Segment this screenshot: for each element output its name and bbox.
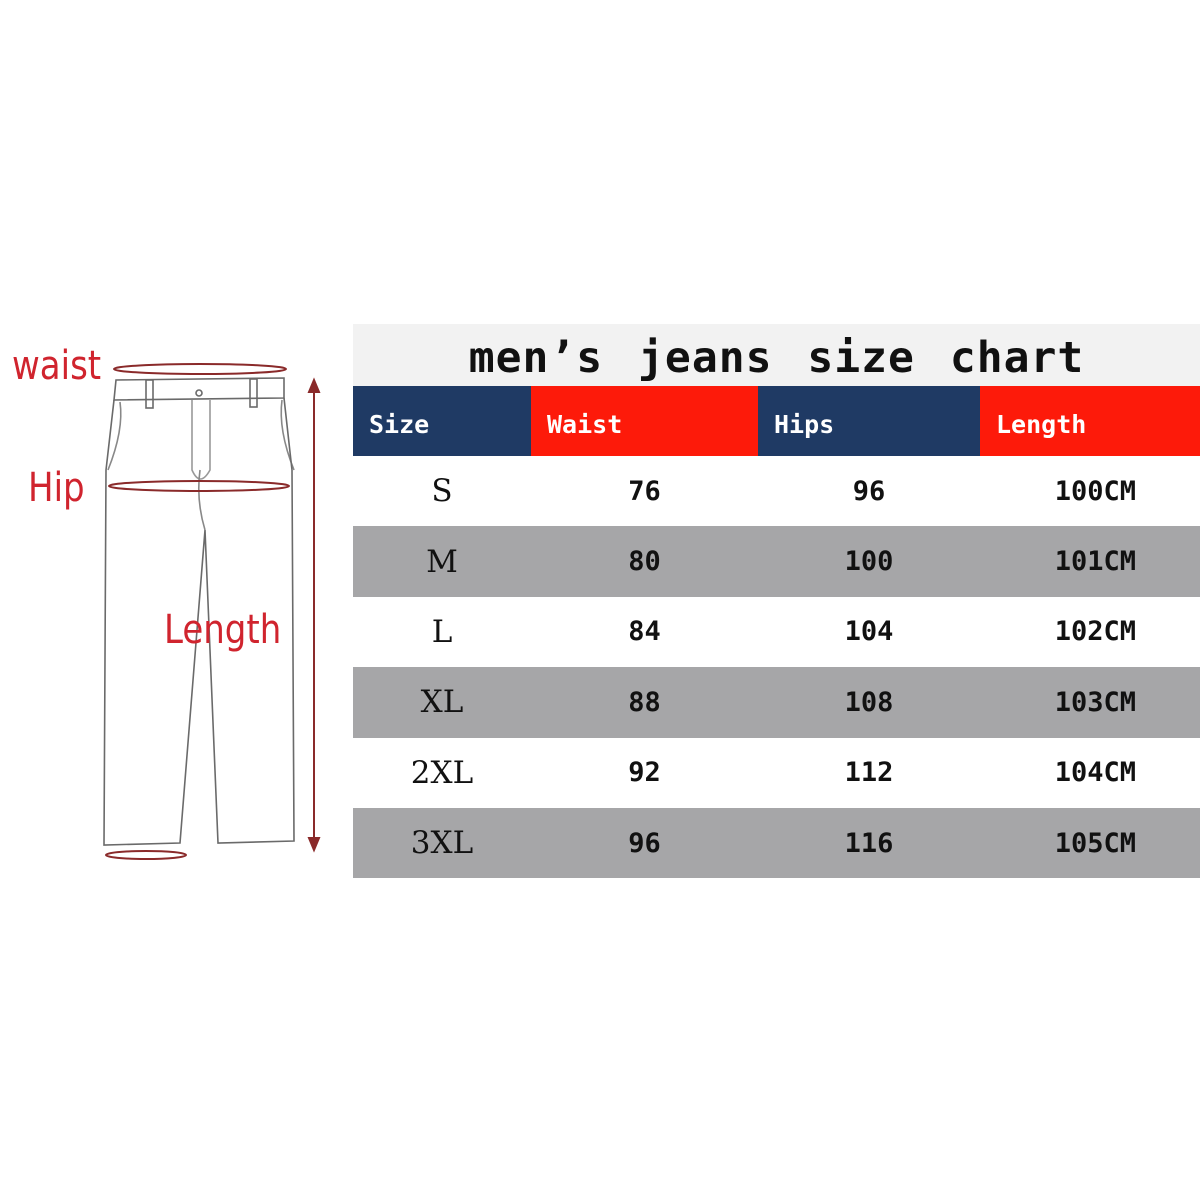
- header-waist: Waist: [531, 386, 758, 456]
- cell-length: 103CM: [1054, 686, 1136, 718]
- cell-hips: 100: [844, 546, 894, 578]
- pants-outline-icon: [0, 330, 340, 870]
- cell-size: XL: [420, 684, 464, 721]
- cell-hips: 104: [844, 616, 894, 648]
- header-hips: Hips: [758, 386, 980, 456]
- cell-hips: 108: [844, 686, 894, 718]
- header-size: Size: [353, 386, 531, 456]
- table-row: [353, 667, 1200, 737]
- cell-waist: 88: [628, 686, 661, 718]
- cell-length: 101CM: [1054, 546, 1136, 578]
- cell-size: L: [431, 613, 453, 650]
- cell-size: 2XL: [410, 754, 474, 791]
- table-row: [353, 597, 1200, 667]
- pants-diagram: [0, 330, 340, 870]
- cell-hips: 96: [852, 475, 886, 507]
- waist-label: waist: [12, 343, 102, 389]
- cell-waist: 80: [628, 546, 661, 578]
- cell-length: 104CM: [1054, 757, 1136, 789]
- cell-size: S: [431, 473, 453, 510]
- cell-waist: 92: [628, 757, 661, 789]
- cell-hips: 112: [844, 757, 894, 789]
- cell-length: 105CM: [1054, 827, 1136, 859]
- cell-waist: 96: [628, 827, 661, 859]
- cell-length: 102CM: [1054, 616, 1136, 648]
- table-row: [353, 526, 1200, 596]
- header-length: Length: [980, 386, 1200, 456]
- cell-length: 100CM: [1054, 475, 1136, 507]
- cell-waist: 76: [628, 475, 661, 507]
- table-header: [353, 386, 1200, 456]
- table-row: [353, 808, 1200, 878]
- cell-waist: 84: [628, 616, 661, 648]
- table-row: [353, 738, 1200, 808]
- cell-size: M: [426, 543, 458, 580]
- length-label: Length: [164, 607, 282, 653]
- chart-title: men’s jeans size chart: [353, 324, 1200, 386]
- table-row: [353, 456, 1200, 526]
- cell-size: 3XL: [410, 825, 474, 862]
- size-chart: [353, 324, 1200, 878]
- table-body: [353, 456, 1200, 878]
- hip-label: Hip: [28, 465, 85, 511]
- cell-hips: 116: [844, 827, 894, 859]
